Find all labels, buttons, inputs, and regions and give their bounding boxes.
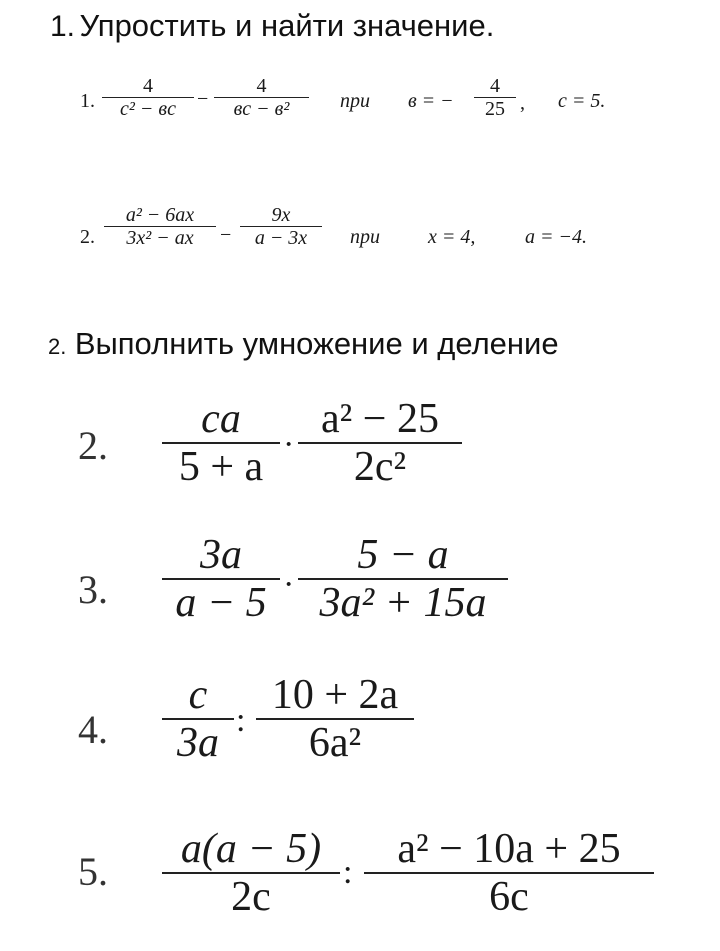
fraction — [162, 532, 280, 626]
fraction — [298, 396, 462, 490]
condition-value: c = 5. — [558, 90, 606, 112]
problem-label: 5. — [78, 849, 108, 894]
fraction — [102, 75, 194, 120]
operator: − — [197, 88, 209, 110]
problem-label: 3. — [78, 567, 108, 612]
fraction — [298, 532, 508, 626]
numerator: a² − 6ax — [125, 204, 195, 226]
denominator: 25 — [485, 98, 505, 120]
section-1-heading — [50, 8, 494, 44]
section-2-title: Выполнить умножение и деление — [74, 326, 559, 361]
condition-word: при — [350, 226, 380, 248]
condition-variable: в = − — [408, 90, 454, 112]
numerator: a(a − 5) — [180, 826, 322, 872]
denominator: 6c — [489, 874, 529, 920]
fraction — [104, 204, 216, 249]
condition-value: x = 4, — [428, 226, 476, 248]
numerator: 4 — [490, 75, 500, 97]
fraction — [162, 396, 280, 490]
section-1-title: Упростить и найти значение. — [79, 8, 495, 43]
problem-label: 1. — [80, 90, 95, 112]
section-2-heading — [48, 326, 559, 362]
fraction — [214, 75, 309, 120]
numerator: ca — [201, 396, 241, 442]
denominator: a − 3x — [254, 227, 308, 249]
operator: : — [236, 702, 246, 739]
fraction — [162, 672, 234, 766]
denominator: a − 5 — [175, 580, 267, 626]
numerator: 9x — [271, 204, 291, 226]
numerator: c — [188, 672, 208, 718]
numerator: a² − 25 — [321, 396, 439, 442]
problem-label: 4. — [78, 707, 108, 752]
fraction — [256, 672, 414, 766]
condition-word: при — [340, 90, 370, 112]
section-2-number: 2. — [48, 334, 67, 359]
denominator: 5 + a — [178, 444, 264, 490]
denominator: c² − вc — [120, 98, 176, 120]
fraction — [162, 826, 340, 920]
operator: · — [283, 566, 295, 603]
numerator: 3a — [200, 532, 242, 578]
fraction — [240, 204, 322, 249]
denominator: 2c² — [353, 444, 407, 490]
denominator: 6a² — [308, 720, 362, 766]
section-1-number: 1. — [50, 10, 76, 43]
denominator: 3x² − ax — [126, 227, 194, 249]
denominator: 3a² + 15a — [319, 580, 487, 626]
numerator: 5 − a — [357, 532, 449, 578]
numerator: 4 — [143, 75, 153, 97]
numerator: a² − 10a + 25 — [397, 826, 621, 872]
denominator: вc − в² — [233, 98, 290, 120]
operator: · — [283, 426, 295, 463]
numerator: 10 + 2a — [271, 672, 399, 718]
problem-label: 2. — [80, 226, 95, 248]
numerator: 4 — [256, 75, 267, 97]
fraction — [474, 75, 516, 120]
problem-label: 2. — [78, 423, 108, 468]
fraction — [364, 826, 654, 920]
denominator: 2c — [231, 874, 271, 920]
condition-value: a = −4. — [525, 226, 587, 248]
operator: : — [343, 854, 353, 891]
comma: , — [520, 92, 525, 114]
operator: − — [220, 224, 232, 246]
denominator: 3a — [177, 720, 219, 766]
